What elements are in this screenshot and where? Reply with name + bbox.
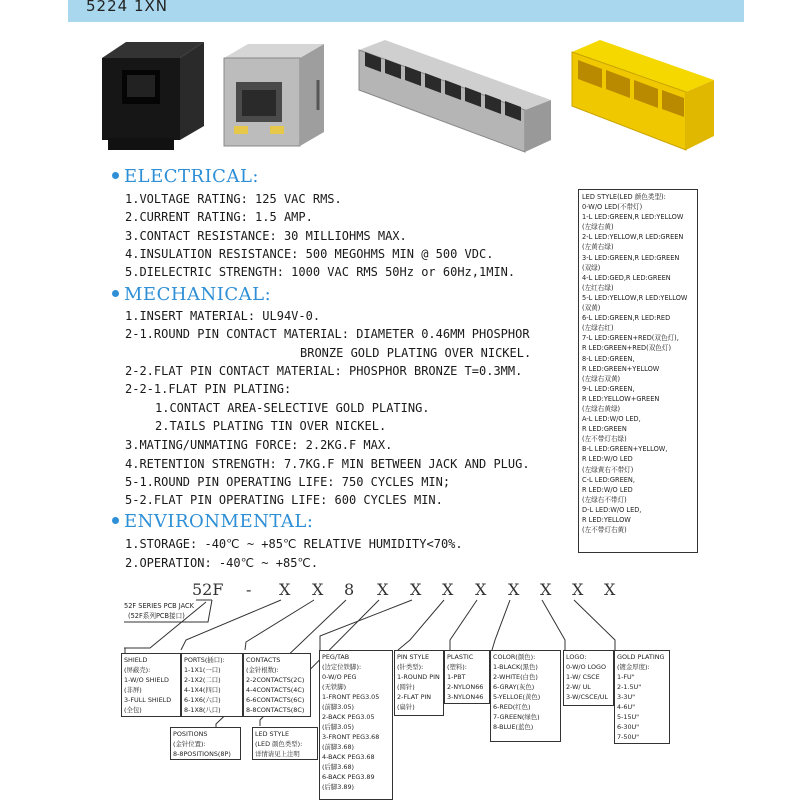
ports-box: [181, 653, 243, 717]
header-title: 5224 1XN: [86, 0, 168, 15]
box-line: 3-FULL SHIELD: [124, 696, 172, 704]
electrical-title: ELECTRICAL:: [124, 166, 259, 187]
led-style-line: 5-L LED:YELLOW,R LED:YELLOW: [582, 293, 688, 302]
box-line: 4-BACK PEG3.68: [322, 753, 375, 761]
pin-style-box: [394, 650, 444, 716]
box-line: (边定位铁脚):: [322, 663, 362, 671]
box-line: 3-FRONT PEG3.68: [322, 733, 380, 741]
gold-plating-box: [614, 650, 670, 744]
box-line: 2-1X2(二口): [184, 676, 221, 684]
mechanical-line: 2-2.FLAT PIN CONTACT MATERIAL: PHOSPHOR BRONZE T=0.3MM.: [125, 364, 523, 378]
pn-char: X: [442, 580, 454, 599]
box-line: 2-FLAT PIN: [397, 693, 432, 701]
pn-dash: -: [246, 580, 252, 599]
environmental-title: ENVIRONMENTAL:: [124, 511, 314, 532]
box-line: CONTACTS: [246, 656, 281, 664]
box-line: (屏蔽壳):: [124, 666, 151, 674]
box-line: (针类型):: [397, 663, 424, 671]
led-style-line: R LED:YELLOW+GREEN: [582, 394, 660, 403]
box-line: 1-W/ CSCE: [566, 673, 600, 681]
series-label: 52F SERIES PCB JACK: [124, 602, 194, 610]
color-box: [490, 650, 561, 742]
electrical-line: 4.INSULATION RESISTANCE: 500 MEGOHMS MIN @ 500 VDC.: [125, 247, 494, 261]
electrical-line: 2.CURRENT RATING: 1.5 AMP.: [125, 210, 313, 224]
box-line: 详情请见上注明: [255, 750, 300, 758]
box-line: 2-1.5U": [617, 683, 642, 691]
box-line: 2-2CONTACTS(2C): [246, 676, 305, 684]
led-style-line: (左不带灯右绿): [582, 435, 627, 444]
box-line: (前脚3.68): [322, 743, 354, 751]
box-line: SHIELD: [124, 656, 148, 664]
led-style-line: (左不带灯右黄): [582, 526, 627, 535]
box-line: (后脚3.68): [322, 763, 354, 771]
led-style-line: (双黄): [582, 304, 601, 313]
logo-box: [563, 650, 614, 706]
box-line: PLASTIC: [447, 653, 474, 661]
box-line: 6-1X6(六口): [184, 696, 221, 704]
box-line: 7-50U": [617, 733, 640, 741]
mechanical-line: 5-1.ROUND PIN OPERATING LIFE: 750 CYCLES MIN;: [125, 475, 451, 489]
led-style-line: 1-L LED:GREEN,R LED:YELLOW: [582, 213, 684, 222]
box-line: 4-1X4(四口): [184, 686, 221, 694]
box-line: GOLD PLATING: [617, 653, 665, 661]
box-line: 2-BACK PEG3.05: [322, 713, 375, 721]
mechanical-line: 2.TAILS PLATING TIN OVER NICKEL.: [155, 419, 387, 433]
box-line: 2-WHITE(白色): [493, 673, 538, 681]
led-style-line: LED STYLE(LED 颜色类型):: [582, 193, 666, 201]
box-line: 6-BACK PEG3.89: [322, 773, 375, 781]
environmental-line: 1.STORAGE: -40℃ ~ +85℃ RELATIVE HUMIDITY<70%.: [125, 537, 463, 551]
box-line: (后脚3.89): [322, 783, 354, 791]
box-line: (无铁脚): [322, 683, 347, 691]
box-line: 1-BLACK(黑色): [493, 663, 538, 671]
pn-char: X: [410, 580, 422, 599]
pn-char: X: [540, 580, 552, 599]
box-line: 6-RED(红色): [493, 703, 531, 711]
mechanical-line: 1.INSERT MATERIAL: UL94V-0.: [125, 309, 321, 323]
led-style-line: R LED:YELLOW: [582, 516, 631, 524]
led-style-line: 6-L LED:GREEN,R LED:RED: [582, 314, 671, 323]
box-line: (圆针): [397, 683, 415, 691]
mechanical-line: 3.MATING/UNMATING FORCE: 2.2KG.F MAX.: [125, 438, 393, 452]
led-style-line: R LED:GREEN+YELLOW: [582, 364, 660, 373]
box-line: (金针根数):: [246, 666, 279, 674]
box-line: (镀金厚度):: [617, 663, 650, 671]
pn-char: X: [279, 580, 291, 599]
positions-box: [170, 727, 241, 760]
led-style-line: 0-W/O LED(不带灯): [582, 203, 643, 212]
pn-char: 8: [344, 580, 355, 599]
led-style-line: 4-L LED:GED,R LED:GREEN: [582, 273, 671, 282]
led-style-line: R LED:W/O LED: [582, 485, 633, 494]
box-line: 1-FU": [617, 673, 635, 681]
mechanical-line: 5-2.FLAT PIN OPERATING LIFE: 600 CYCLES MIN.: [125, 493, 443, 507]
box-line: 1-W/O SHIELD: [124, 676, 169, 684]
box-line: (塑料):: [447, 663, 467, 671]
box-line: 1-PBT: [447, 673, 466, 681]
box-line: (LED 颜色类型):: [255, 740, 303, 748]
led-style-line: (左绿黄右不带灯): [582, 465, 634, 474]
box-line: (扁针): [397, 703, 415, 711]
box-line: 1-1X1(一口): [184, 666, 221, 674]
box-line: 7-GREEN(绿色): [493, 713, 540, 721]
led-style-line: 2-L LED:YELLOW,R LED:GREEN: [582, 233, 684, 242]
led-style-line: (左绿右双黄): [582, 374, 621, 383]
led-style-line: C-L LED:GREEN,: [582, 475, 635, 484]
led-style-line: (左绿右红): [582, 324, 614, 333]
led-style-line: (左黄右绿): [582, 243, 614, 252]
led-style-line: B-L LED:GREEN+YELLOW,: [582, 445, 668, 454]
mechanical-line: 4.RETENTION STRENGTH: 7.7KG.F MIN BETWEEN JACK AND PLUG.: [125, 457, 530, 471]
box-line: (前脚3.05): [322, 703, 354, 711]
box-line: POSITIONS: [173, 730, 208, 738]
box-line: (非屏): [124, 686, 142, 694]
pn-char: X: [475, 580, 487, 599]
led-style-line: A-L LED:W/O LED,: [582, 415, 641, 424]
led-style-line: 7-L LED:GREEN+RED(双色灯),: [582, 334, 679, 343]
mechanical-title: MECHANICAL:: [124, 284, 272, 305]
box-line: 5-15U": [617, 713, 640, 721]
box-line: LOGO:: [566, 653, 587, 661]
plastic-box: [444, 650, 490, 704]
pn-char: X: [377, 580, 389, 599]
box-line: 3-3U": [617, 693, 636, 701]
led-style-ref-box: [252, 727, 318, 760]
box-line: 8-1X8(八口): [184, 706, 221, 714]
mechanical-line: 2-2-1.FLAT PIN PLATING:: [125, 382, 292, 396]
led-style-line: (左绿右不带灯): [582, 495, 627, 504]
led-style-line: R LED:GREEN: [582, 425, 627, 434]
box-line: 6-6CONTACTS(6C): [246, 696, 305, 704]
box-line: PIN STYLE: [397, 653, 430, 661]
electrical-line: 1.VOLTAGE RATING: 125 VAC RMS.: [125, 192, 342, 206]
pn-prefix: 52F: [192, 580, 224, 599]
box-line: 2-NYLON66: [447, 683, 484, 691]
box-line: 1-FRONT PEG3.05: [322, 693, 380, 701]
box-line: PORTS(插口):: [184, 656, 225, 664]
box-line: (全包): [124, 706, 142, 714]
box-line: 4-6U": [617, 703, 636, 711]
pn-char: X: [604, 580, 616, 599]
mechanical-line: 2-1.ROUND PIN CONTACT MATERIAL: DIAMETER 0.46MM PHOSPHOR: [125, 327, 530, 341]
contacts-box: [243, 653, 311, 717]
led-style-line: (双绿): [582, 263, 601, 272]
box-line: 0-W/O PEG: [322, 673, 357, 681]
pn-char: X: [572, 580, 584, 599]
mechanical-line: 1.CONTACT AREA-SELECTIVE GOLD PLATING.: [155, 401, 430, 415]
led-style-line: D-L LED:W/O LED,: [582, 505, 642, 514]
environmental-line: 2.OPERATION: -40℃ ~ +85℃.: [125, 556, 319, 570]
led-style-line: 8-L LED:GREEN,: [582, 354, 635, 363]
led-style-line: 9-L LED:GREEN,: [582, 384, 635, 393]
box-line: COLOR(颜色):: [493, 653, 536, 661]
pn-char: X: [312, 580, 324, 599]
box-line: 6-GRAY(灰色): [493, 683, 535, 691]
box-line: (金针位置):: [173, 740, 206, 748]
electrical-line: 5.DIELECTRIC STRENGTH: 1000 VAC RMS 50Hz or 60Hz,1MIN.: [125, 265, 516, 279]
box-line: 4-4CONTACTS(4C): [246, 686, 305, 694]
led-style-line: R LED:W/O LED: [582, 455, 633, 464]
box-line: LED STYLE: [255, 730, 290, 738]
led-style-line: (左红右绿): [582, 283, 614, 292]
box-line: 8-8POSITIONS(8P): [173, 750, 231, 758]
peg-tab-box: [319, 650, 393, 800]
led-style-line: R LED:GREEN+RED(双色灯): [582, 344, 672, 353]
shield-box: [121, 653, 181, 717]
mechanical-line: BRONZE GOLD PLATING OVER NICKEL.: [300, 346, 532, 360]
box-line: 1-ROUND PIN: [397, 673, 440, 681]
led-style-line: 3-L LED:GREEN,R LED:GREEN: [582, 253, 680, 262]
led-style-line: (左绿右黄): [582, 223, 614, 232]
box-line: 3-NYLON46: [447, 693, 484, 701]
series-label-cn: (52F系列PCB接口): [128, 612, 185, 620]
box-line: 3-W/CSCE/UL: [566, 693, 608, 701]
box-line: 5-YELLOE(黄色): [493, 693, 541, 701]
box-line: 2-W/ UL: [566, 683, 591, 691]
box-line: 8-BLUE(蓝色): [493, 723, 534, 731]
box-line: (后脚3.05): [322, 723, 354, 731]
box-line: 6-30U": [617, 723, 640, 731]
box-line: 8-8CONTACTS(8C): [246, 706, 305, 714]
led-style-line: (左绿右黄绿): [582, 404, 621, 413]
pn-char: X: [508, 580, 520, 599]
box-line: PEG/TAB: [322, 653, 350, 661]
box-line: 0-W/O LOGO: [566, 663, 606, 671]
electrical-line: 3.CONTACT RESISTANCE: 30 MILLIOHMS MAX.: [125, 229, 407, 243]
